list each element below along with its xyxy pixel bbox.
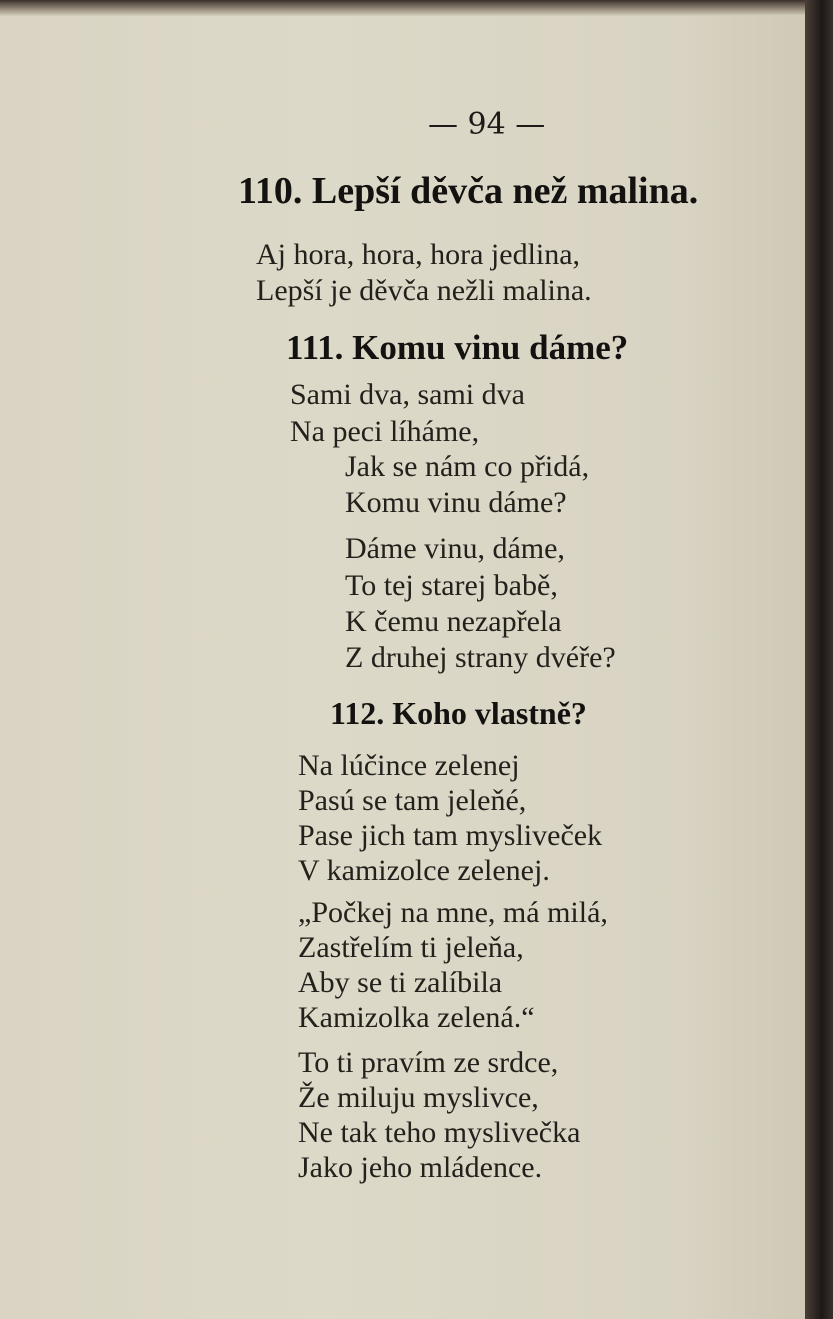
verse-line: K čemu nezapřela bbox=[345, 605, 562, 638]
song-heading-112: 112. Koho vlastně? bbox=[330, 695, 587, 731]
song-heading-110: 110. Lepší děvča než malina. bbox=[238, 170, 699, 212]
verse-line: To ti pravím ze srdce, bbox=[298, 1046, 559, 1079]
page-top-shadow bbox=[0, 0, 805, 16]
verse-line: Jako jeho mládence. bbox=[298, 1151, 543, 1184]
verse-line: Že miluju myslivce, bbox=[298, 1081, 539, 1114]
page-number: — 94 — bbox=[428, 107, 546, 142]
verse-line: Na peci líháme, bbox=[290, 415, 480, 448]
verse-line: Pase jich tam mysliveček bbox=[298, 819, 603, 852]
verse-line: Jak se nám co přidá, bbox=[345, 450, 590, 483]
verse-line: Z druhej strany dvéře? bbox=[345, 641, 616, 674]
verse-line: Zastřelím ti jeleňa, bbox=[298, 931, 524, 964]
verse-line: V kamizolce zelenej. bbox=[298, 854, 550, 887]
verse-line: To tej starej babě, bbox=[345, 569, 558, 602]
verse-line: Sami dva, sami dva bbox=[290, 378, 525, 411]
verse-line: Pasú se tam jeleňé, bbox=[298, 784, 527, 817]
song-heading-111: 111. Komu vinu dáme? bbox=[286, 328, 629, 367]
verse-line: Aby se ti zalíbila bbox=[298, 966, 503, 999]
verse-line: Komu vinu dáme? bbox=[345, 486, 567, 519]
verse-line: Ne tak teho myslivečka bbox=[298, 1116, 581, 1149]
verse-line: Kamizolka zelená.“ bbox=[298, 1001, 535, 1034]
verse-line: Na lúčince zelenej bbox=[298, 749, 520, 782]
book-spine-edge bbox=[805, 0, 833, 1319]
verse-line: Lepší je děvča nežli malina. bbox=[256, 274, 592, 307]
verse-line: Aj hora, hora, hora jedlina, bbox=[256, 238, 581, 271]
verse-line: „Počkej na mne, má milá, bbox=[298, 896, 608, 929]
verse-line: Dáme vinu, dáme, bbox=[345, 532, 565, 565]
